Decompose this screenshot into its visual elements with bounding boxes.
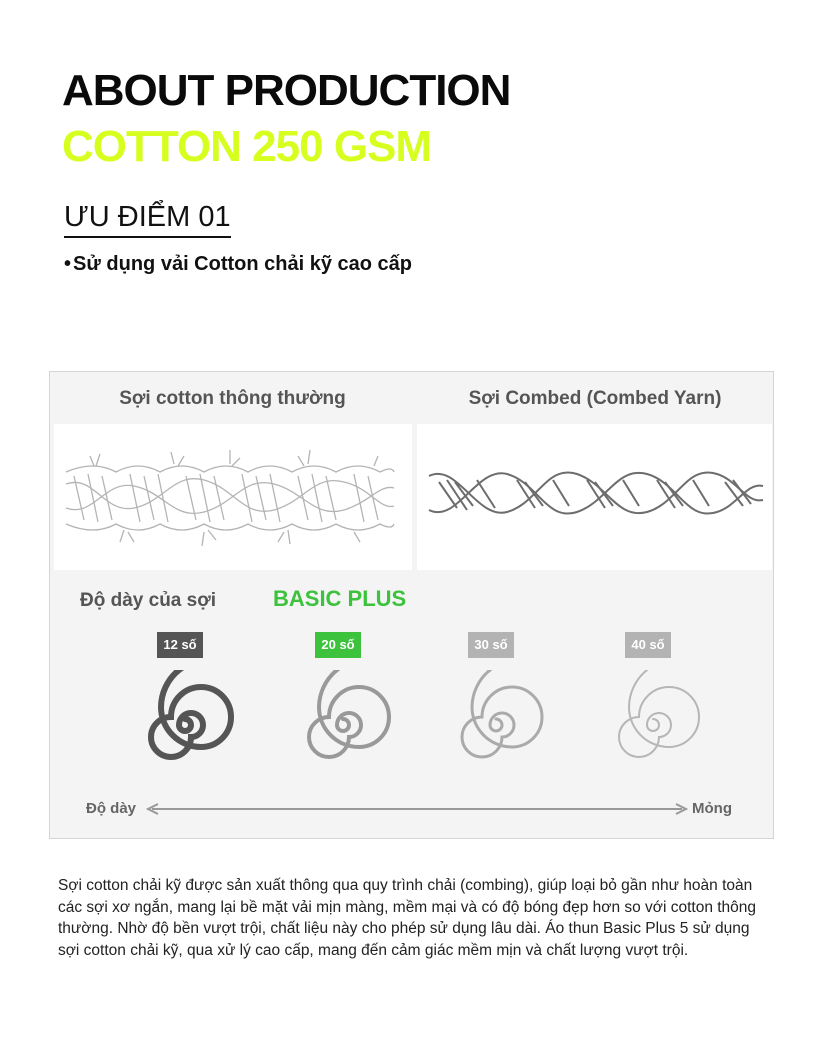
badge-20: 20 số xyxy=(315,632,361,658)
fuzzy-yarn-icon xyxy=(54,424,412,570)
spiral-20-icon xyxy=(288,670,398,780)
regular-yarn-illustration xyxy=(54,424,412,570)
axis-thin-label: Mỏng xyxy=(692,800,732,817)
basic-plus-label: BASIC PLUS xyxy=(273,586,407,611)
bullet-point xyxy=(64,253,412,276)
spiral-30-icon xyxy=(441,670,551,780)
spiral-12-icon xyxy=(130,670,240,780)
badge-12: 12 số xyxy=(157,632,203,658)
thickness-arrow-icon xyxy=(50,792,775,822)
bullet-text: Sử dụng vải Cotton chải kỹ cao cấp xyxy=(73,253,413,275)
spiral-40-icon xyxy=(598,670,708,780)
regular-cotton-label: Sợi cotton thông thường xyxy=(119,388,346,409)
badge-30: 30 số xyxy=(468,632,514,658)
yarn-comparison-panel xyxy=(49,371,774,839)
section-heading: ƯU ĐIỂM 01 xyxy=(64,201,231,238)
combed-yarn-illustration xyxy=(417,424,772,570)
title-cotton-gsm: COTTON 250 GSM xyxy=(62,122,432,171)
axis-thick-label: Độ dày xyxy=(86,800,137,817)
combed-yarn-label: Sợi Combed (Combed Yarn) xyxy=(468,388,722,409)
combed-yarn-icon xyxy=(417,424,772,570)
bullet-dot: • xyxy=(64,253,72,275)
description-paragraph: Sợi cotton chải kỹ được sản xuất thông qua quy trình chải (combing), giúp loại bỏ gần như hoàn toàn các sợi xơ ngắn, mang lại bề mặt vải mịn màng, mềm mại và có độ bóng đẹp hơn so với cotton thông thường. Nhờ độ bền vượt trội, chất liệu này cho phép sử dụng lâu dài. Áo thun Basic Plus 5 sử dụng sợi cotton chải kỹ, qua xử lý cao cấp, mang đến cảm giác mềm mịn và chất lượng vượt trội. xyxy=(58,877,757,959)
title-about-production: ABOUT PRODUCTION xyxy=(62,66,511,115)
badge-40: 40 số xyxy=(625,632,671,658)
yarn-thickness-label: Độ dày của sợi xyxy=(80,590,216,611)
